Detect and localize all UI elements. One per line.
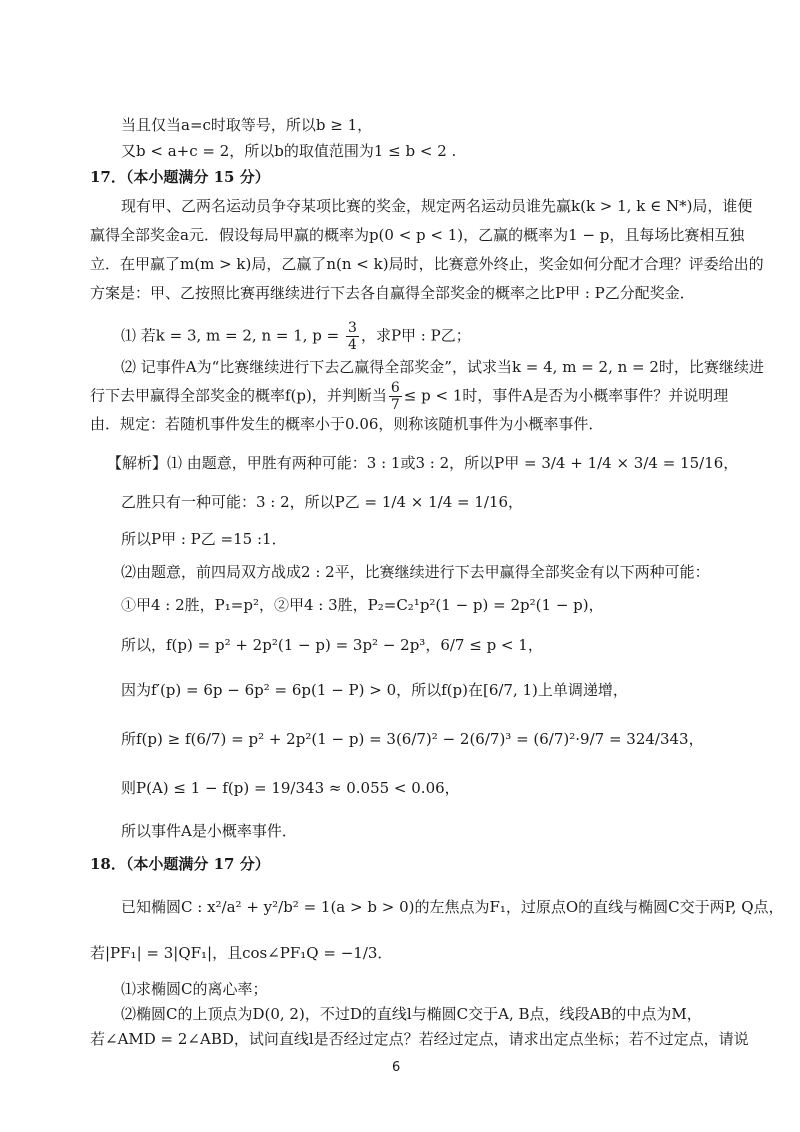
solution-b-line-7: 所以事件A是小概率事件．: [121, 822, 297, 840]
q18-header: 18．（本小题满分 17 分）: [90, 855, 270, 873]
q17-part1-numerator: 3: [348, 320, 357, 336]
q17-header: 17．（本小题满分 15 分）: [90, 168, 270, 186]
q17-part2-fraction: [389, 380, 402, 413]
solution-b-line-6: 则P(A) ≤ 1 − f(p) = 19/343 ≈ 0.055 < 0.06，: [121, 779, 460, 797]
solution-b-line-1: ⑵由题意，前四局双方战成2 : 2平，比赛继续进行下去甲赢得全部奖金有以下两种可能：: [121, 563, 710, 581]
solution-b-line-3: 所以，f(p) = p² + 2p²(1 − p) = 3p² − 2p³，6/7 ≤ p < 1，: [121, 636, 543, 654]
page-number: 6: [392, 1060, 401, 1075]
q18-part2-line-1: ⑵椭圆C的上顶点为D(0, 2)，不过D的直线l与椭圆C交于A, B点，线段AB的中点为M，: [121, 1005, 702, 1023]
q17-part2-line-1: ⑵ 记事件A为“比赛继续进行下去乙赢得全部奖金”，试求当k = 4, m = 2, n = 2时，比赛继续进: [121, 358, 764, 376]
q17-line-4: 方案是：甲、乙按照比赛再继续进行下去各自赢得全部奖金的概率之比P甲 : P乙分配奖金．: [90, 284, 695, 302]
q18-part2-line-2: 若∠AMD = 2∠ABD，试问直线l是否经过定点？若经过定点，请求出定点坐标；若不过定点，请说: [90, 1030, 749, 1048]
q17-part2-text-a: 行下去甲赢得全部奖金的概率f(p)，并判断当: [90, 386, 387, 405]
solution-b-line-5: 所f(p) ≥ f(6/7) = p² + 2p²(1 − p) = 3(6/7)² − 2(6/7)³ = (6/7)²·9/7 = 324/343，: [121, 730, 704, 748]
solution-b-line-2: ①甲4 : 2胜，P₁=p²，②甲4 : 3胜，P₂=C₂¹p²(1 − p) = 2p²(1 − p)，: [121, 596, 604, 614]
q17-line-2: 赢得全部奖金a元．假设每局甲赢的概率为p(0 < p < 1)，乙赢的概率为1 − p，且每场比赛相互独: [90, 226, 745, 244]
solution-a-line-2: 乙胜只有一种可能：3 : 2，所以P乙 = 1/4 × 1/4 = 1/16，: [121, 493, 524, 511]
q18-line-1: 已知椭圆C : x²/a² + y²/b² = 1(a > b > 0)的左焦点为F₁，过原点O的直线与椭圆C交于两P, Q点，: [121, 898, 784, 916]
q17-part1-text-a: ⑴ 若k = 3, m = 2, n = 1, p =: [121, 326, 345, 345]
solution-b-line-4: 因为f′(p) = 6p − 6p² = 6p(1 − P) > 0，所以f(p)在[6/7, 1)上单调递增，: [121, 681, 628, 699]
prev-line-1: 当且仅当a=c时取等号，所以b ≥ 1，: [121, 116, 373, 134]
q18-part1: ⑴求椭圆C的离心率；: [121, 980, 268, 998]
q17-part2-line-2: [90, 380, 728, 413]
solution-a-line-1: 【解析】⑴ 由题意，甲胜有两种可能：3 : 1或3 : 2，所以P甲 = 3/4 + 1/4 × 3/4 = 15/16，: [107, 454, 739, 472]
q17-line-3: 立．在甲赢了m(m > k)局，乙赢了n(n < k)局时，比赛意外终止，奖金如何分配才合理？评委给出的: [90, 255, 764, 273]
q17-part1-denominator: 4: [348, 337, 357, 353]
prev-line-2: 又b < a+c = 2，所以b的取值范围为1 ≤ b < 2 .: [121, 142, 457, 160]
q17-line-1: 现有甲、乙两名运动员争夺某项比赛的奖金，规定两名运动员谁先赢k(k > 1, k ∈ N*)局，谁便: [121, 197, 753, 215]
solution-a-line-3: 所以P甲 : P乙 =15 :1．: [121, 530, 287, 548]
q17-part1-text-b: ，求P甲 : P乙；: [360, 326, 471, 345]
q18-line-2: 若|PF₁| = 3|QF₁|，且cos∠PF₁Q = −1/3．: [90, 944, 393, 962]
q17-part1-fraction: [346, 320, 359, 353]
q17-part1: [121, 320, 471, 353]
q17-part2-numerator: 6: [390, 380, 400, 396]
q17-part2-line-3: 由．规定：若随机事件发生的概率小于0.06，则称该随机事件为小概率事件．: [90, 415, 604, 433]
q17-part2-denominator: 7: [390, 397, 400, 413]
q17-part2-text-b: ≤ p < 1时，事件A是否为小概率事件？并说明理: [403, 386, 729, 405]
